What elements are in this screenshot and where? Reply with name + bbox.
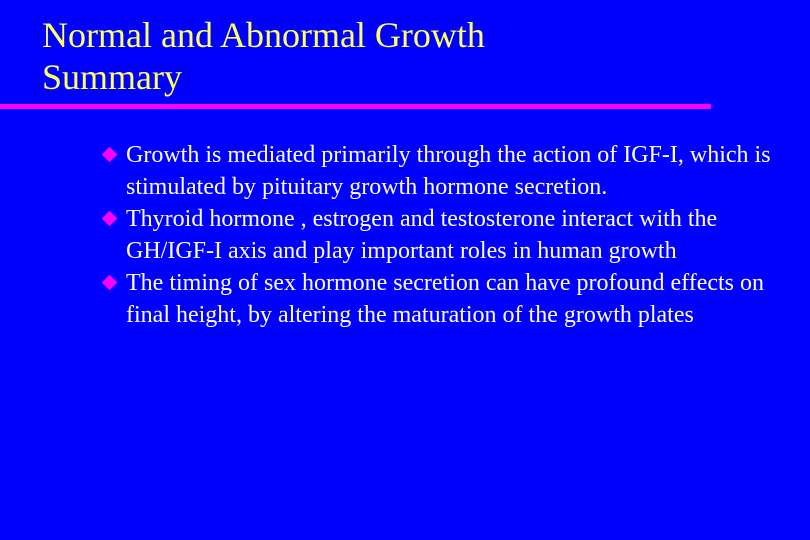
bullet-item <box>104 139 784 203</box>
slide-title <box>42 14 742 98</box>
bullet-text: Growth is mediated primarily through the action of IGF-I, which is stimulated by pituitary growth hormone secretion. <box>126 142 771 200</box>
bullet-item <box>104 267 784 331</box>
bullet-text: Thyroid hormone , estrogen and testosterone interact with the GH/IGF-I axis and play important roles in human growth <box>126 206 718 264</box>
bullet-text: The timing of sex hormone secretion can have profound effects on final height, by altering the maturation of the growth plates <box>126 270 765 328</box>
bullet-item <box>104 203 784 267</box>
bullet-list <box>104 139 784 331</box>
diamond-bullet-icon <box>102 147 118 163</box>
diamond-bullet-icon <box>102 211 118 227</box>
slide-title-line-2: Summary <box>42 57 182 97</box>
diamond-bullet-icon <box>102 275 118 291</box>
slide-title-line-1: Normal and Abnormal Growth <box>42 15 485 55</box>
title-divider <box>0 104 711 109</box>
